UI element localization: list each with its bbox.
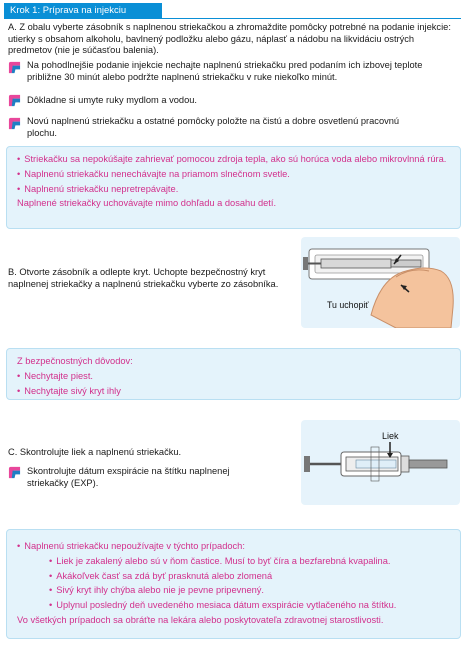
grip-syringe-illustration bbox=[301, 237, 460, 328]
step-header: Krok 1: Príprava na injekciu bbox=[4, 3, 162, 18]
warning-bullet: • Nechytajte sivý kryt ihly bbox=[17, 384, 460, 399]
warning-title: Z bezpečnostných dôvodov: bbox=[17, 356, 133, 366]
tip-icon bbox=[8, 94, 21, 107]
warning-box-do-not-use bbox=[6, 529, 461, 639]
warning-bullet: • Nechytajte piest. bbox=[17, 369, 460, 384]
medicine-label: Liek bbox=[382, 431, 399, 441]
medicine-check-illustration bbox=[301, 420, 460, 505]
warning-bullet: • Sivý kryt ihly chýba alebo nie je pevne pripevnený. bbox=[17, 583, 460, 598]
header-divider bbox=[4, 18, 461, 19]
warning-bullet: • Uplynul posledný deň uvedeného mesiaca dátum exspirácie vytlačeného na štítku. bbox=[17, 598, 460, 613]
warning-bullet: • Naplnenú striekačku nepretrepávajte. bbox=[17, 182, 460, 197]
section-a-text: A. Z obalu vyberte zásobník s naplnenou striekačkou a zhromaždite pomôcky potrebné na podanie injekcie: utierky s obsahom alkoholu, bavlnený podložku alebo gázu, náplasť a nádobu na likvidáciu ostrých predmetov (nie je súčasťou balenia). bbox=[8, 22, 451, 56]
tip-text-3: Novú naplnenú striekačku a ostatné pomôcky položte na čistú a dobre osvetlenú pracovnú plochu. bbox=[27, 116, 400, 138]
tip-icon bbox=[8, 466, 21, 479]
syringe-hand-image bbox=[301, 237, 460, 328]
warning-bullet: • Striekačku sa nepokúšajte zahrievať pomocou zdroja tepla, ako sú horúca voda alebo mikrovlnná rúra. bbox=[17, 152, 460, 167]
tip-text-2: Dôkladne si umyte ruky mydlom a vodou. bbox=[27, 95, 197, 105]
warning-box-storage bbox=[6, 146, 461, 229]
warning-note: Naplnené striekačky uchovávajte mimo dohľadu a dosahu detí. bbox=[17, 198, 277, 209]
syringe-image bbox=[301, 420, 460, 505]
tip-icon bbox=[8, 117, 21, 130]
tip-text-exp: Skontrolujte dátum exspirácie na štítku naplnenej striekačky (EXP). bbox=[27, 466, 230, 488]
section-b-text: B. Otvorte zásobník a odlepte kryt. Uchopte bezpečnostný kryt naplnenej striekačky a naplnenú striekačku vyberte zo zásobníka. bbox=[8, 267, 279, 289]
tip-text-1: Na pohodlnejšie podanie injekcie nechajte naplnenú striekačku pred podaním ich izbovej teplote približne 30 minút alebo podržte naplnenú striekačku v ruke niekoľko minút. bbox=[27, 60, 423, 82]
warning-bullet: • Akákoľvek časť sa zdá byť prasknutá alebo zlomená bbox=[17, 569, 460, 584]
warning-box-safety bbox=[6, 348, 461, 400]
section-c-text: C. Skontrolujte liek a naplnenú striekačku. bbox=[8, 447, 182, 457]
grip-here-label: Tu uchopiť bbox=[327, 300, 369, 310]
warning-bullet: • Liek je zakalený alebo sú v ňom častice. Musí to byť číra a bezfarebná kvapalina. bbox=[17, 554, 460, 569]
warning-bullet: • Naplnenú striekačku nenechávajte na priamom slnečnom svetle. bbox=[17, 167, 460, 182]
warning-note: Vo všetkých prípadoch sa obráťte na lekára alebo poskytovateľa zdravotnej starostlivosti. bbox=[17, 614, 384, 625]
warning-intro: • Naplnenú striekačku nepoužívajte v týchto prípadoch: bbox=[17, 539, 460, 554]
tip-icon bbox=[8, 61, 21, 74]
